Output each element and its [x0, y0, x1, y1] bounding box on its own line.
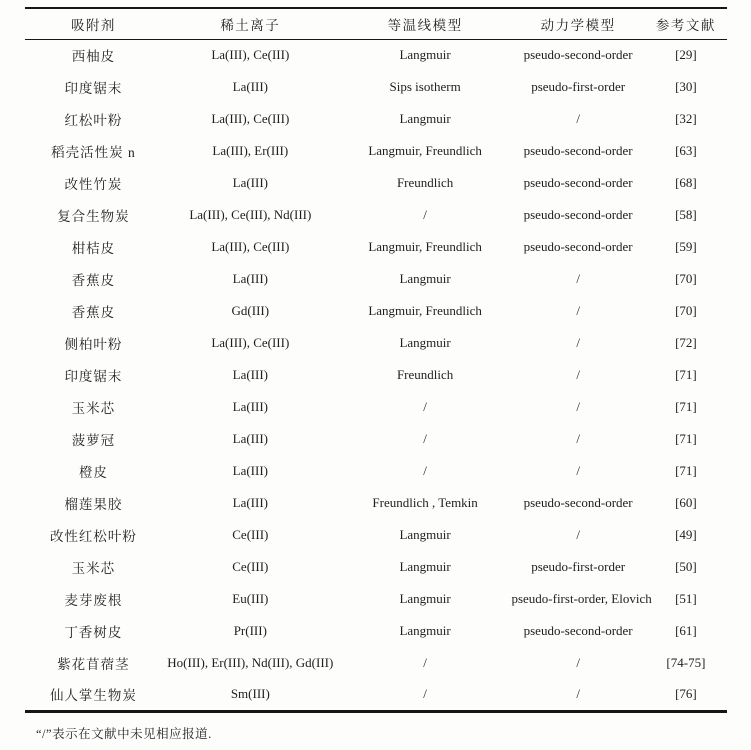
cell-kinetic-model: pseudo-second-order: [523, 623, 633, 638]
cell-isotherm-model: Langmuir, Freundlich: [368, 303, 482, 318]
cell-kinetic-model: /: [576, 431, 580, 446]
cell-reference: [71]: [675, 367, 697, 382]
cell-reference: [60]: [675, 495, 697, 510]
cell-reference: [32]: [675, 111, 697, 126]
table-row: [25, 71, 727, 103]
cell-reference: [50]: [675, 559, 697, 574]
table-body: [25, 39, 727, 711]
cell-kinetic-model: /: [576, 335, 580, 350]
cell-rare-earth-ion: Sm(III): [230, 686, 270, 702]
col-header-adsorbent: 吸附剂: [25, 8, 162, 39]
cell-rare-earth-ion: Ce(III): [232, 559, 269, 574]
cell-rare-earth-ion: Ho(III), Er(III), Nd(III), Gd(III): [167, 655, 334, 670]
cell-rare-earth-ion: La(III), Ce(III), Nd(III): [189, 207, 312, 222]
table-row: [25, 615, 727, 647]
cell-rare-earth-ion: La(III): [232, 495, 268, 510]
cell-kinetic-model: /: [576, 527, 580, 542]
cell-kinetic-model: pseudo-second-order: [523, 239, 633, 254]
cell-reference: [76]: [675, 686, 697, 702]
col-header-isotherm-model: 等温线模型: [339, 8, 512, 39]
cell-rare-earth-ion: La(III): [232, 367, 268, 382]
cell-adsorbent: 丁香树皮: [64, 625, 123, 640]
cell-rare-earth-ion: La(III), Er(III): [212, 143, 289, 158]
cell-rare-earth-ion: Ce(III): [232, 527, 269, 542]
cell-kinetic-model: pseudo-second-order: [523, 207, 633, 222]
cell-rare-earth-ion: La(III): [232, 399, 268, 414]
cell-reference: [51]: [675, 591, 697, 606]
table-row: [25, 103, 727, 135]
cell-kinetic-model: /: [576, 686, 580, 702]
table-row: [25, 519, 727, 551]
table-row: [25, 423, 727, 455]
cell-rare-earth-ion: La(III), Ce(III): [211, 239, 290, 254]
cell-kinetic-model: /: [576, 463, 580, 478]
cell-adsorbent: 橙皮: [78, 465, 108, 480]
cell-rare-earth-ion: Pr(III): [233, 623, 267, 638]
cell-adsorbent: 玉米芯: [71, 561, 116, 576]
table-row: [25, 551, 727, 583]
cell-isotherm-model: Langmuir: [399, 559, 451, 574]
table-row: [25, 487, 727, 519]
cell-kinetic-model: pseudo-second-order: [523, 175, 633, 190]
cell-kinetic-model: /: [576, 303, 580, 318]
cell-kinetic-model: pseudo-first-order, Elovich: [511, 591, 652, 606]
table-row: [25, 455, 727, 487]
table-row: [25, 263, 727, 295]
cell-reference: [70]: [675, 303, 697, 318]
cell-isotherm-model: Langmuir: [399, 271, 451, 286]
cell-reference: [30]: [675, 79, 697, 94]
cell-isotherm-model: Freundlich , Temkin: [372, 495, 478, 510]
cell-adsorbent: 复合生物炭: [57, 209, 130, 224]
cell-rare-earth-ion: La(III): [232, 271, 268, 286]
cell-adsorbent: 香蕉皮: [71, 273, 116, 288]
adsorbent-literature-table: [25, 7, 727, 713]
cell-rare-earth-ion: La(III), Ce(III): [211, 335, 290, 350]
cell-isotherm-model: /: [423, 399, 427, 414]
cell-adsorbent: 仙人掌生物炭: [49, 688, 137, 704]
cell-isotherm-model: Langmuir: [399, 335, 451, 350]
cell-adsorbent: 稻壳活性炭 n: [51, 145, 136, 160]
cell-kinetic-model: /: [576, 399, 580, 414]
cell-rare-earth-ion: La(III): [232, 175, 268, 190]
cell-isotherm-model: Sips isotherm: [389, 79, 461, 94]
cell-adsorbent: 印度锯末: [64, 369, 123, 384]
cell-rare-earth-ion: La(III), Ce(III): [211, 111, 290, 126]
cell-reference: [68]: [675, 175, 697, 190]
cell-adsorbent: 菠萝冠: [71, 433, 116, 448]
cell-reference: [49]: [675, 527, 697, 542]
table-row: [25, 679, 727, 711]
cell-isotherm-model: Freundlich: [396, 175, 454, 190]
cell-reference: [71]: [675, 463, 697, 478]
cell-reference: [74-75]: [666, 655, 706, 670]
cell-rare-earth-ion: La(III): [232, 431, 268, 446]
cell-isotherm-model: /: [423, 463, 427, 478]
cell-adsorbent: 红松叶粉: [64, 113, 123, 128]
cell-isotherm-model: Langmuir, Freundlich: [368, 143, 482, 158]
cell-reference: [63]: [675, 143, 697, 158]
col-header-kinetic-model: 动力学模型: [511, 8, 644, 39]
cell-adsorbent: 印度锯末: [64, 81, 123, 96]
table-row: [25, 583, 727, 615]
cell-reference: [72]: [675, 335, 697, 350]
table-footnote: “/”表示在文献中未见相应报道.: [36, 727, 212, 741]
cell-reference: [59]: [675, 239, 697, 254]
cell-adsorbent: 柑桔皮: [71, 241, 116, 256]
cell-adsorbent: 改性红松叶粉: [49, 529, 137, 544]
cell-isotherm-model: Langmuir: [399, 111, 451, 126]
cell-adsorbent: 侧柏叶粉: [64, 337, 123, 352]
cell-kinetic-model: pseudo-first-order: [531, 559, 626, 574]
cell-isotherm-model: Langmuir: [399, 623, 451, 638]
table-header: [25, 8, 727, 39]
cell-rare-earth-ion: Gd(III): [231, 303, 270, 318]
cell-adsorbent: 玉米芯: [71, 401, 116, 416]
table-row: [25, 327, 727, 359]
cell-rare-earth-ion: La(III), Ce(III): [211, 47, 290, 63]
cell-isotherm-model: Langmuir, Freundlich: [368, 239, 482, 254]
cell-reference: [29]: [675, 47, 697, 63]
cell-reference: [71]: [675, 399, 697, 414]
cell-kinetic-model: pseudo-second-order: [523, 47, 633, 63]
cell-kinetic-model: /: [576, 111, 580, 126]
cell-isotherm-model: Langmuir: [399, 47, 451, 63]
table-row: [25, 295, 727, 327]
cell-isotherm-model: Freundlich: [396, 367, 454, 382]
cell-reference: [61]: [675, 623, 697, 638]
table-row: [25, 647, 727, 679]
cell-adsorbent: 西柚皮: [71, 49, 116, 65]
cell-isotherm-model: Langmuir: [399, 591, 451, 606]
table-row: [25, 39, 727, 71]
cell-kinetic-model: /: [576, 655, 580, 670]
cell-isotherm-model: /: [423, 431, 427, 446]
cell-reference: [70]: [675, 271, 697, 286]
header-row: [25, 8, 727, 39]
cell-kinetic-model: pseudo-second-order: [523, 143, 633, 158]
table-row: [25, 391, 727, 423]
cell-rare-earth-ion: Eu(III): [232, 591, 269, 606]
table-row: [25, 231, 727, 263]
cell-reference: [58]: [675, 207, 697, 222]
table-row: [25, 135, 727, 167]
cell-rare-earth-ion: La(III): [232, 79, 268, 94]
cell-isotherm-model: Langmuir: [399, 527, 451, 542]
table-row: [25, 359, 727, 391]
cell-kinetic-model: /: [576, 367, 580, 382]
cell-kinetic-model: /: [576, 271, 580, 286]
cell-adsorbent: 榴莲果胶: [64, 497, 123, 512]
cell-reference: [71]: [675, 431, 697, 446]
cell-isotherm-model: /: [423, 655, 427, 670]
cell-isotherm-model: /: [423, 686, 427, 702]
col-header-reference: 参考文献: [645, 8, 727, 39]
cell-kinetic-model: pseudo-second-order: [523, 495, 633, 510]
table-row: [25, 199, 727, 231]
cell-isotherm-model: /: [423, 207, 427, 222]
cell-adsorbent: 改性竹炭: [64, 177, 123, 192]
col-header-rare-earth-ion: 稀土离子: [162, 8, 339, 39]
cell-kinetic-model: pseudo-first-order: [531, 79, 626, 94]
cell-adsorbent: 香蕉皮: [71, 305, 116, 320]
cell-rare-earth-ion: La(III): [232, 463, 268, 478]
table-row: [25, 167, 727, 199]
cell-adsorbent: 紫花苜蓿茎: [57, 657, 130, 672]
cell-adsorbent: 麦芽废根: [64, 593, 123, 608]
